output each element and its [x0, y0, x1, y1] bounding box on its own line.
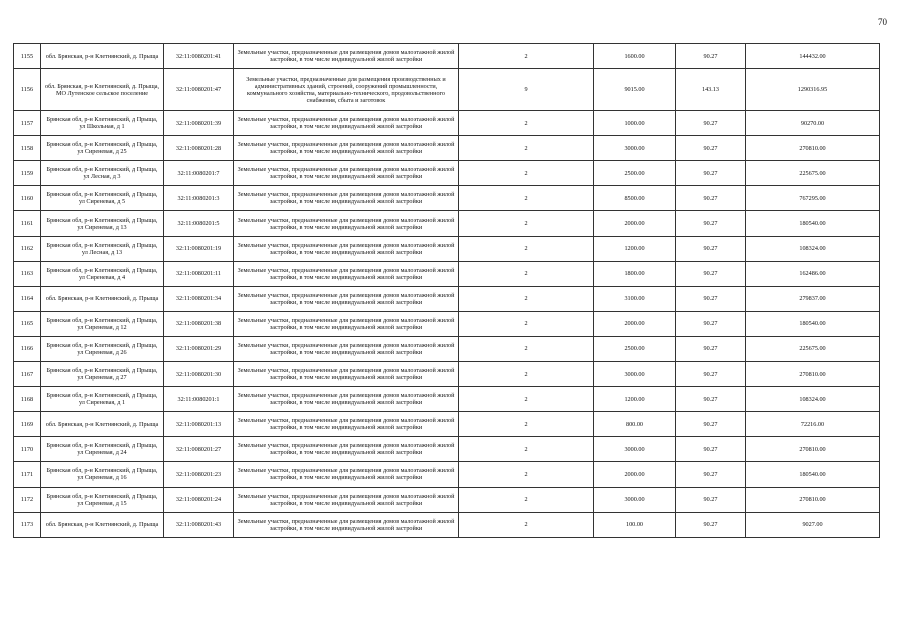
- address-cell: Брянская обл, р-н Клетнянский, д Прыща, ул Лесная, д 13: [41, 236, 164, 261]
- land-use-cell: Земельные участки, предназначенные для размещения домов малоэтажной жилой застройки, в том числе индивидуальной жилой застройки: [234, 362, 459, 387]
- cadastral-number-cell: 32:11:0080201:3: [164, 186, 234, 211]
- area-cell: 3000.00: [594, 136, 676, 161]
- table-row: [14, 111, 880, 136]
- cadastral-number-cell: 32:11:0080201:29: [164, 336, 234, 361]
- cadastral-value-cell: 270810.00: [746, 362, 880, 387]
- area-cell: 2000.00: [594, 311, 676, 336]
- specific-value-cell: 90.27: [676, 387, 746, 412]
- cadastral-number-cell: 32:11:0080201:1: [164, 387, 234, 412]
- specific-value-cell: 90.27: [676, 362, 746, 387]
- cadastral-number-cell: 32:11:0080201:41: [164, 44, 234, 69]
- land-use-cell: Земельные участки, предназначенные для размещения домов малоэтажной жилой застройки, в том числе индивидуальной жилой застройки: [234, 336, 459, 361]
- address-cell: Брянская обл, р-н Клетнянский, д Прыща, ул Сиреневая, д 16: [41, 462, 164, 487]
- specific-value-cell: 90.27: [676, 311, 746, 336]
- cadastral-value-cell: 225675.00: [746, 161, 880, 186]
- row-number-cell: 1157: [14, 111, 41, 136]
- cadastral-value-cell: 9027.00: [746, 512, 880, 537]
- land-use-cell: Земельные участки, предназначенные для размещения домов малоэтажной жилой застройки, в том числе индивидуальной жилой застройки: [234, 462, 459, 487]
- land-use-cell: Земельные участки, предназначенные для размещения домов малоэтажной жилой застройки, в том числе индивидуальной жилой застройки: [234, 136, 459, 161]
- cadastral-value-cell: 180540.00: [746, 311, 880, 336]
- land-use-cell: Земельные участки, предназначенные для размещения домов малоэтажной жилой застройки, в том числе индивидуальной жилой застройки: [234, 437, 459, 462]
- group-number-cell: 2: [459, 462, 594, 487]
- table-row: [14, 69, 880, 111]
- land-use-cell: Земельные участки, предназначенные для размещения домов малоэтажной жилой застройки, в том числе индивидуальной жилой застройки: [234, 161, 459, 186]
- area-cell: 8500.00: [594, 186, 676, 211]
- table-row: [14, 286, 880, 311]
- specific-value-cell: 90.27: [676, 136, 746, 161]
- land-use-cell: Земельные участки, предназначенные для размещения домов малоэтажной жилой застройки, в том числе индивидуальной жилой застройки: [234, 487, 459, 512]
- cadastral-number-cell: 32:11:0080201:11: [164, 261, 234, 286]
- cadastral-value-cell: 108324.00: [746, 236, 880, 261]
- table-row: [14, 487, 880, 512]
- group-number-cell: 2: [459, 186, 594, 211]
- cadastral-number-cell: 32:11:0080201:34: [164, 286, 234, 311]
- cadastral-number-cell: 32:11:0080201:43: [164, 512, 234, 537]
- address-cell: Брянская обл, р-н Клетнянский, д Прыща, ул Сиреневая, д 4: [41, 261, 164, 286]
- row-number-cell: 1165: [14, 311, 41, 336]
- specific-value-cell: 90.27: [676, 487, 746, 512]
- cadastral-number-cell: 32:11:0080201:30: [164, 362, 234, 387]
- land-use-cell: Земельные участки, предназначенные для размещения домов малоэтажной жилой застройки, в том числе индивидуальной жилой застройки: [234, 311, 459, 336]
- land-use-cell: Земельные участки, предназначенные для размещения домов малоэтажной жилой застройки, в том числе индивидуальной жилой застройки: [234, 387, 459, 412]
- address-cell: Брянская обл, р-н Клетнянский, д Прыща, ул Сиреневая, д 27: [41, 362, 164, 387]
- cadastral-value-cell: 144432.00: [746, 44, 880, 69]
- land-use-cell: Земельные участки, предназначенные для размещения домов малоэтажной жилой застройки, в том числе индивидуальной жилой застройки: [234, 186, 459, 211]
- cadastral-number-cell: 32:11:0080201:39: [164, 111, 234, 136]
- specific-value-cell: 90.27: [676, 462, 746, 487]
- group-number-cell: 2: [459, 487, 594, 512]
- cadastral-value-cell: 270810.00: [746, 136, 880, 161]
- cadastral-number-cell: 32:11:0080201:13: [164, 412, 234, 437]
- land-use-cell: Земельные участки, предназначенные для размещения домов малоэтажной жилой застройки, в том числе индивидуальной жилой застройки: [234, 236, 459, 261]
- land-use-cell: Земельные участки, предназначенные для размещения производственных и административных зданий, строений, сооружений промышленности, коммунального хозяйства, материально-технического, продовольственного снабжения, сбыта и заготовок: [234, 69, 459, 111]
- area-cell: 1200.00: [594, 387, 676, 412]
- group-number-cell: 9: [459, 69, 594, 111]
- cadastral-number-cell: 32:11:0080201:7: [164, 161, 234, 186]
- group-number-cell: 2: [459, 44, 594, 69]
- address-cell: обл. Брянская, р-н Клетнянский, д. Прыща: [41, 512, 164, 537]
- row-number-cell: 1155: [14, 44, 41, 69]
- specific-value-cell: 90.27: [676, 111, 746, 136]
- area-cell: 2500.00: [594, 336, 676, 361]
- specific-value-cell: 90.27: [676, 44, 746, 69]
- area-cell: 1200.00: [594, 236, 676, 261]
- group-number-cell: 2: [459, 211, 594, 236]
- land-use-cell: Земельные участки, предназначенные для размещения домов малоэтажной жилой застройки, в том числе индивидуальной жилой застройки: [234, 512, 459, 537]
- land-use-cell: Земельные участки, предназначенные для размещения домов малоэтажной жилой застройки, в том числе индивидуальной жилой застройки: [234, 412, 459, 437]
- row-number-cell: 1169: [14, 412, 41, 437]
- address-cell: Брянская обл, р-н Клетнянский, д Прыща, ул Сиреневая, д 26: [41, 336, 164, 361]
- table-row: [14, 44, 880, 69]
- table-row: [14, 336, 880, 361]
- cadastral-number-cell: 32:11:0080201:38: [164, 311, 234, 336]
- land-use-cell: Земельные участки, предназначенные для размещения домов малоэтажной жилой застройки, в том числе индивидуальной жилой застройки: [234, 111, 459, 136]
- group-number-cell: 2: [459, 161, 594, 186]
- group-number-cell: 2: [459, 311, 594, 336]
- area-cell: 9015.00: [594, 69, 676, 111]
- cadastral-value-cell: 108324.00: [746, 387, 880, 412]
- table-row: [14, 437, 880, 462]
- row-number-cell: 1163: [14, 261, 41, 286]
- cadastral-value-cell: 1290316.95: [746, 69, 880, 111]
- cadastral-value-cell: 180540.00: [746, 462, 880, 487]
- group-number-cell: 2: [459, 412, 594, 437]
- address-cell: Брянская обл, р-н Клетнянский, д Прыща, ул Школьная, д 1: [41, 111, 164, 136]
- row-number-cell: 1171: [14, 462, 41, 487]
- group-number-cell: 2: [459, 387, 594, 412]
- table-row: [14, 136, 880, 161]
- cadastral-number-cell: 32:11:0080201:27: [164, 437, 234, 462]
- area-cell: 1800.00: [594, 261, 676, 286]
- specific-value-cell: 90.27: [676, 437, 746, 462]
- group-number-cell: 2: [459, 512, 594, 537]
- area-cell: 3000.00: [594, 487, 676, 512]
- area-cell: 2000.00: [594, 211, 676, 236]
- table-row: [14, 311, 880, 336]
- specific-value-cell: 90.27: [676, 211, 746, 236]
- specific-value-cell: 90.27: [676, 261, 746, 286]
- group-number-cell: 2: [459, 286, 594, 311]
- cadastral-value-cell: 180540.00: [746, 211, 880, 236]
- cadastral-number-cell: 32:11:0080201:47: [164, 69, 234, 111]
- address-cell: Брянская обл, р-н Клетнянский, д Прыща, ул Сиреневая, д 1: [41, 387, 164, 412]
- specific-value-cell: 90.27: [676, 412, 746, 437]
- cadastral-number-cell: 32:11:0080201:19: [164, 236, 234, 261]
- group-number-cell: 2: [459, 236, 594, 261]
- row-number-cell: 1159: [14, 161, 41, 186]
- group-number-cell: 2: [459, 362, 594, 387]
- area-cell: 2000.00: [594, 462, 676, 487]
- row-number-cell: 1170: [14, 437, 41, 462]
- area-cell: 100.00: [594, 512, 676, 537]
- area-cell: 3000.00: [594, 362, 676, 387]
- specific-value-cell: 90.27: [676, 336, 746, 361]
- cadastral-value-cell: 72216.00: [746, 412, 880, 437]
- group-number-cell: 2: [459, 111, 594, 136]
- cadastral-value-cell: 270810.00: [746, 437, 880, 462]
- table-row: [14, 462, 880, 487]
- group-number-cell: 2: [459, 136, 594, 161]
- row-number-cell: 1168: [14, 387, 41, 412]
- area-cell: 3000.00: [594, 437, 676, 462]
- address-cell: обл. Брянская, р-н Клетнянский, д. Прыща: [41, 44, 164, 69]
- address-cell: Брянская обл, р-н Клетнянский, д Прыща, ул Лесная, д 3: [41, 161, 164, 186]
- cadastral-value-cell: 279837.00: [746, 286, 880, 311]
- cadastral-number-cell: 32:11:0080201:24: [164, 487, 234, 512]
- cadastral-value-cell: 767295.00: [746, 186, 880, 211]
- table-row: [14, 186, 880, 211]
- address-cell: Брянская обл, р-н Клетнянский, д Прыща, ул Сиреневая, д 15: [41, 487, 164, 512]
- cadastral-value-cell: 90270.00: [746, 111, 880, 136]
- cadastral-value-cell: 270810.00: [746, 487, 880, 512]
- row-number-cell: 1164: [14, 286, 41, 311]
- area-cell: 1000.00: [594, 111, 676, 136]
- address-cell: обл. Брянская, р-н Клетнянский, д. Прыща, МО Лутенское сельское поселение: [41, 69, 164, 111]
- specific-value-cell: 90.27: [676, 512, 746, 537]
- land-use-cell: Земельные участки, предназначенные для размещения домов малоэтажной жилой застройки, в том числе индивидуальной жилой застройки: [234, 44, 459, 69]
- table-row: [14, 261, 880, 286]
- row-number-cell: 1172: [14, 487, 41, 512]
- cadastral-number-cell: 32:11:0080201:5: [164, 211, 234, 236]
- group-number-cell: 2: [459, 437, 594, 462]
- table-row: [14, 211, 880, 236]
- cadastral-value-cell: 225675.00: [746, 336, 880, 361]
- row-number-cell: 1160: [14, 186, 41, 211]
- land-use-cell: Земельные участки, предназначенные для размещения домов малоэтажной жилой застройки, в том числе индивидуальной жилой застройки: [234, 211, 459, 236]
- cadastral-value-table: [13, 43, 880, 538]
- table-row: [14, 362, 880, 387]
- cadastral-number-cell: 32:11:0080201:28: [164, 136, 234, 161]
- table-row: [14, 236, 880, 261]
- address-cell: Брянская обл, р-н Клетнянский, д Прыща, ул Сиреневая, д 5: [41, 186, 164, 211]
- row-number-cell: 1166: [14, 336, 41, 361]
- address-cell: Брянская обл, р-н Клетнянский, д Прыща, ул Сиреневая, д 25: [41, 136, 164, 161]
- table-row: [14, 387, 880, 412]
- specific-value-cell: 90.27: [676, 286, 746, 311]
- row-number-cell: 1156: [14, 69, 41, 111]
- cadastral-value-cell: 162486.00: [746, 261, 880, 286]
- area-cell: 1600.00: [594, 44, 676, 69]
- table-row: [14, 512, 880, 537]
- specific-value-cell: 90.27: [676, 186, 746, 211]
- land-use-cell: Земельные участки, предназначенные для размещения домов малоэтажной жилой застройки, в том числе индивидуальной жилой застройки: [234, 261, 459, 286]
- table-row: [14, 412, 880, 437]
- area-cell: 3100.00: [594, 286, 676, 311]
- row-number-cell: 1167: [14, 362, 41, 387]
- address-cell: обл. Брянская, р-н Клетнянский, д. Прыща: [41, 412, 164, 437]
- area-cell: 2500.00: [594, 161, 676, 186]
- area-cell: 800.00: [594, 412, 676, 437]
- group-number-cell: 2: [459, 336, 594, 361]
- address-cell: Брянская обл, р-н Клетнянский, д Прыща, ул Сиреневая, д 12: [41, 311, 164, 336]
- group-number-cell: 2: [459, 261, 594, 286]
- specific-value-cell: 143.13: [676, 69, 746, 111]
- page-number: 70: [878, 17, 887, 27]
- specific-value-cell: 90.27: [676, 236, 746, 261]
- address-cell: Брянская обл, р-н Клетнянский, д Прыща, ул Сиреневая, д 24: [41, 437, 164, 462]
- address-cell: Брянская обл, р-н Клетнянский, д Прыща, ул Сиреневая, д 13: [41, 211, 164, 236]
- land-use-cell: Земельные участки, предназначенные для размещения домов малоэтажной жилой застройки, в том числе индивидуальной жилой застройки: [234, 286, 459, 311]
- row-number-cell: 1158: [14, 136, 41, 161]
- row-number-cell: 1161: [14, 211, 41, 236]
- specific-value-cell: 90.27: [676, 161, 746, 186]
- address-cell: обл. Брянская, р-н Клетнянский, д. Прыща: [41, 286, 164, 311]
- row-number-cell: 1162: [14, 236, 41, 261]
- table-row: [14, 161, 880, 186]
- cadastral-number-cell: 32:11:0080201:23: [164, 462, 234, 487]
- row-number-cell: 1173: [14, 512, 41, 537]
- table-body: [14, 44, 880, 538]
